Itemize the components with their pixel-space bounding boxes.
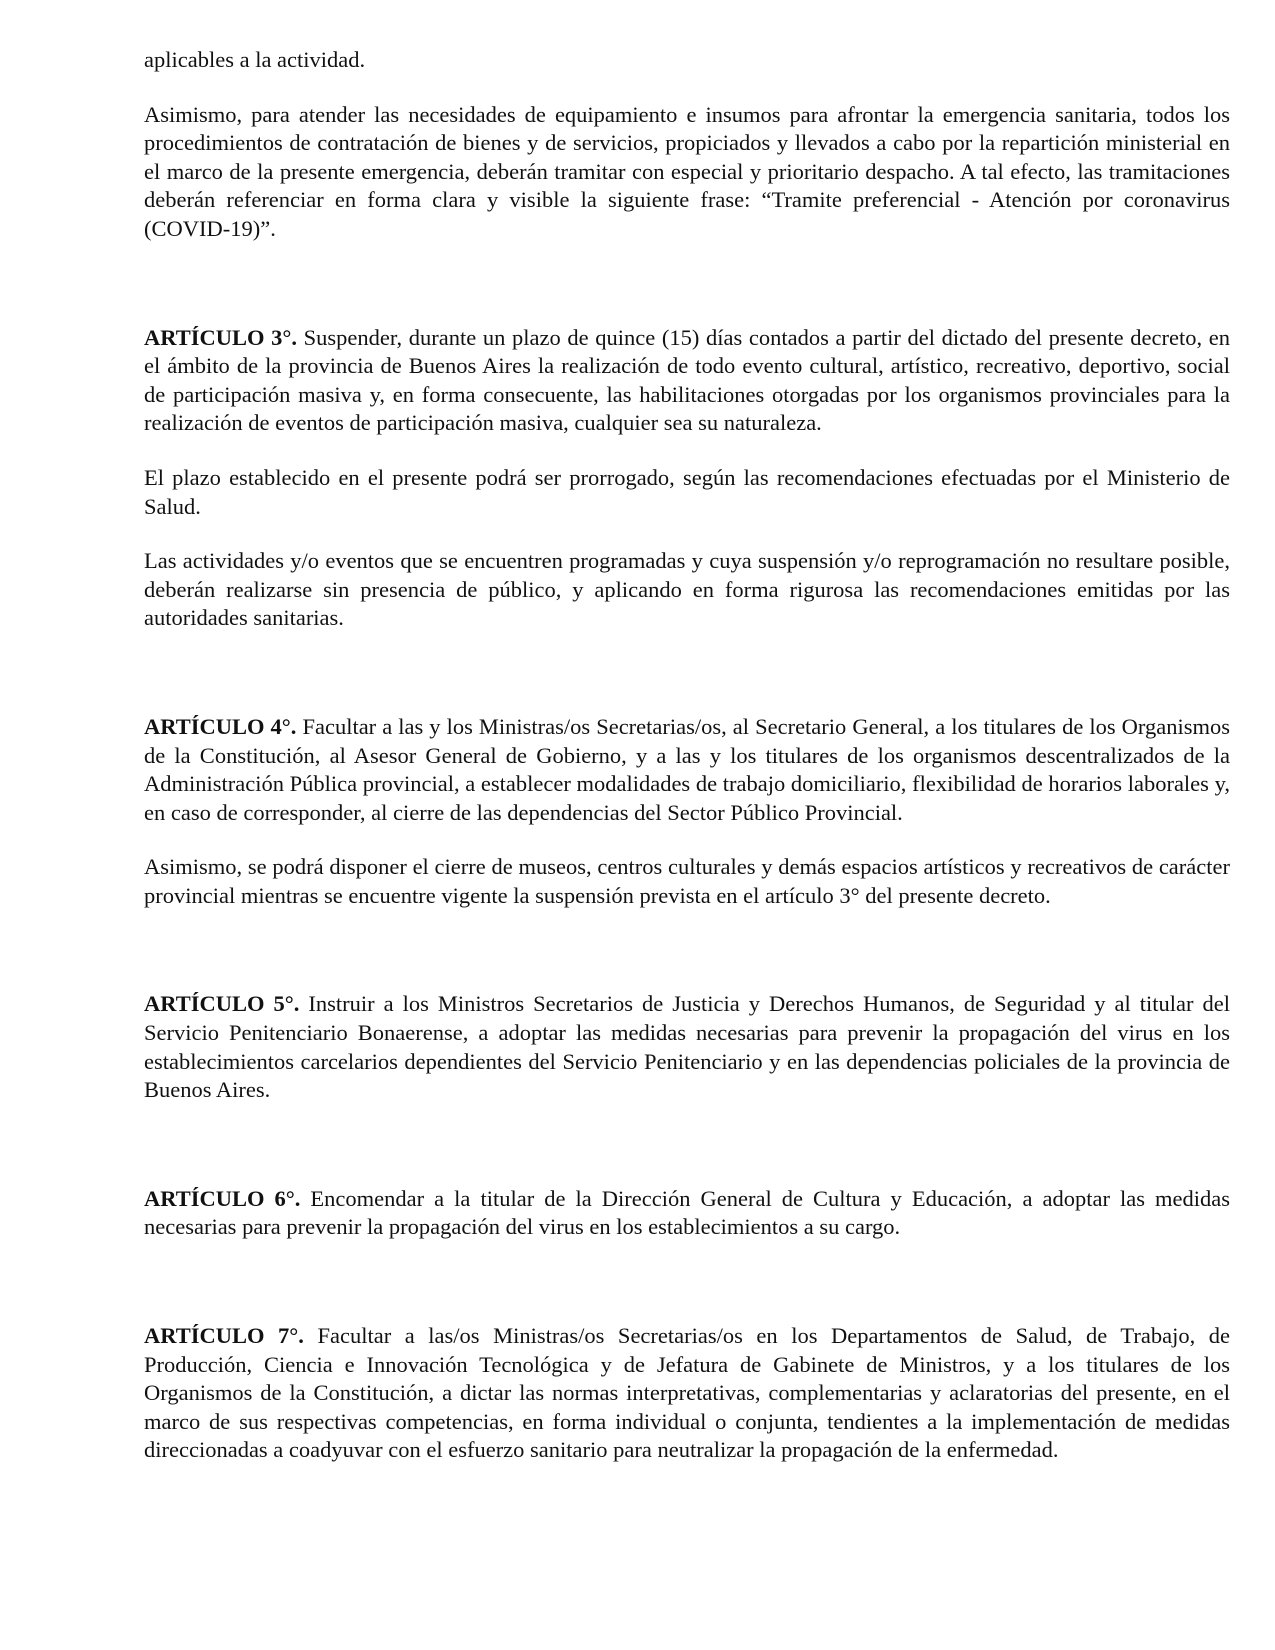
article-4-heading: ARTÍCULO 4°. [144,713,297,739]
paragraph-text: Facultar a las/os Ministras/os Secretarias/os en los Departamentos de Salud, de Trabajo, de Producción, Ciencia e Innovación Tecnológica y de Jefatura de Gabinete de Ministros, y a los titulares de los Organismos de la Constitución, a dictar las normas interpretativas, complementarias y aclaratorias del presente, en el marco de sus respectivas competencias, en forma individual o conjunta, tendientes a la implementación de medidas direccionadas a coadyuvar con el esfuerzo sanitario para neutralizar la propagación de la enfermedad. [144,1323,1231,1463]
paragraph-text: Encomendar a la titular de la Dirección General de Cultura y Educación, a adoptar las medidas necesarias para prevenir la propagación del virus en los establecimientos a su cargo. [144,1185,1230,1240]
article-3-paragraph-1 [144,324,1230,438]
article-6-paragraph-1 [144,1185,1230,1242]
article-4-paragraph-1 [144,713,1230,827]
paragraph-text: Instruir a los Ministros Secretarios de Justicia y Derechos Humanos, de Seguridad y al titular del Servicio Penitenciario Bonaerense, a adoptar las medidas necesarias para prevenir la propagación del virus en los establecimientos carcelarios dependientes del Servicio Penitenciario y en las dependencias policiales de la provincia de Buenos Aires. [144,991,1230,1103]
article-7-paragraph-1 [144,1322,1230,1465]
paragraph-text: Asimismo, se podrá disponer el cierre de museos, centros culturales y demás espacios artísticos y recreativos de carácter provincial mientras se encuentre vigente la suspensión prevista en el artículo 3° del presente decreto. [144,854,1230,908]
continuation-paragraph [144,46,1230,75]
article-2-paragraph-2 [144,101,1230,244]
paragraph-text: aplicables a la actividad. [144,47,366,72]
paragraph-text: Suspender, durante un plazo de quince (15) días contados a partir del dictado del presente decreto, en el ámbito de la provincia de Buenos Aires la realización de todo evento cultural, artístico, recreativo, deportivo, social de participación masiva y, en forma consecuente, las habilitaciones otorgadas por los organismos provinciales para la realización de eventos de participación masiva, cualquier sea su naturaleza. [144,324,1230,436]
article-3-paragraph-3 [144,547,1230,633]
article-4-paragraph-2 [144,853,1230,910]
paragraph-text: El plazo establecido en el presente podrá ser prorrogado, según las recomendaciones efectuadas por el Ministerio de Salud. [144,464,1230,519]
document-page [144,46,1230,1465]
paragraph-text: Facultar a las y los Ministras/os Secretarias/os, al Secretario General, a los titulares de los Organismos de la Constitución, al Asesor General de Gobierno, y a las y los titulares de los organismos descentralizados de la Administración Pública provincial, a establecer modalidades de trabajo domiciliario, flexibilidad de horarios laborales y, en caso de corresponder, al cierre de las dependencias del Sector Público Provincial. [144,713,1230,825]
article-7-heading: ARTÍCULO 7°. [144,1323,304,1349]
article-3-heading: ARTÍCULO 3°. [144,324,297,350]
article-5-heading: ARTÍCULO 5°. [144,991,300,1017]
article-6-heading: ARTÍCULO 6°. [144,1185,301,1211]
paragraph-text: Las actividades y/o eventos que se encuentren programadas y cuya suspensión y/o reprogramación no resultare posible, deberán realizarse sin presencia de público, y aplicando en forma rigurosa las recomendaciones emitidas por las autoridades sanitarias. [144,548,1230,631]
article-3-paragraph-2 [144,464,1230,521]
paragraph-text: Asimismo, para atender las necesidades de equipamiento e insumos para afrontar la emergencia sanitaria, todos los procedimientos de contratación de bienes y de servicios, propiciados y llevados a cabo por la repartición ministerial en el marco de la presente emergencia, deberán tramitar con especial y prioritario despacho. A tal efecto, las tramitaciones deberán referenciar en forma clara y visible la siguiente frase: “Tramite preferencial - Atención por coronavirus (COVID-19)”. [144,101,1230,241]
article-5-paragraph-1 [144,990,1230,1104]
